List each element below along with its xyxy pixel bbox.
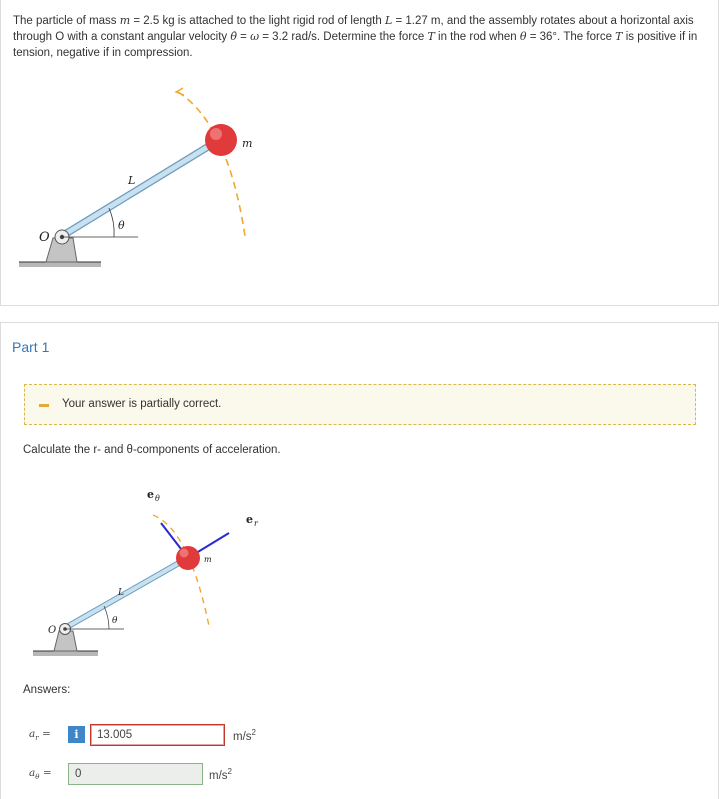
answer-row-ar [1,724,719,748]
answer-label-atheta: $a_\theta$ = [29,767,52,782]
ground [33,651,98,656]
part-card [0,322,719,799]
feedback-banner [24,384,696,425]
problem-card [0,0,719,306]
label-m: m [204,555,212,564]
ar-unit: $m/s^2$ [233,728,256,743]
label-m: m [242,137,253,150]
answer-label-ar: $a_r$ = [29,728,51,743]
label-L: L [118,588,124,598]
acceleration-components-figure [21,481,271,666]
partial-correct-icon [39,404,49,407]
svg-text:r: r [254,519,258,528]
label-theta: θ [118,219,125,232]
problem-statement: The particle of mass m = 2.5 kg is attached to the light rigid rod of length L = 1.27 m, and the assembly rotates about a horizontal axis through O with a constant angular velocity θ̇ = ω = 3.2 rad/s. Determine the force T in the rod when θ = 36°. The force T is positive if in tension, negative if in compression. [13,14,698,59]
label-O: O [39,230,50,245]
label-O: O [48,625,57,636]
label-e-theta: e [147,488,154,501]
label-L: L [128,174,136,187]
answer-row-atheta [1,763,719,787]
path-arc [178,92,245,236]
atheta-unit: $m/s^2$ [209,767,232,782]
label-e-r: e [246,513,253,526]
svg-text:θ: θ [155,494,160,503]
ar-input[interactable]: 13.005 [90,724,225,746]
feedback-text: Your answer is partially correct. [62,398,222,410]
instruction-text: Calculate the r- and θ-components of acceleration. [23,444,281,456]
mass-particle [205,124,237,156]
label-theta: θ [112,616,118,626]
mass-particle [176,546,200,570]
ground [19,262,101,267]
part-title: Part 1 [12,339,50,355]
info-button[interactable]: i [68,726,85,743]
atheta-input[interactable]: 0 [68,763,203,785]
rod-mass-figure [13,84,273,284]
answers-label: Answers: [23,684,71,696]
